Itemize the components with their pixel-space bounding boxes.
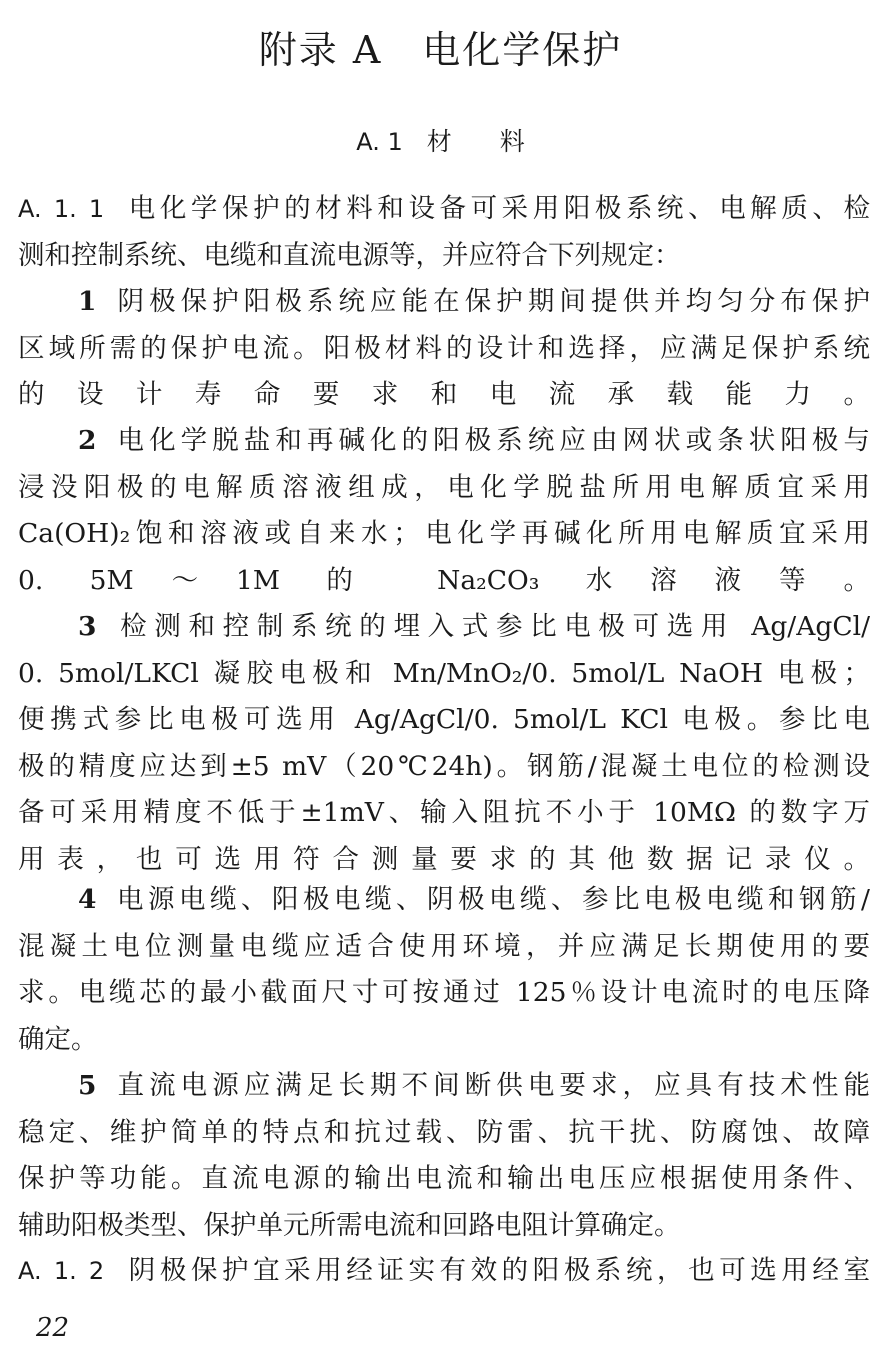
item-number: 1 — [78, 286, 97, 317]
item-line: 备可采用精度不低于±1mV、输入阻抗不小于 10MΩ 的数字万 — [18, 797, 870, 828]
item-line: 混凝土电位测量电缆应适合使用环境，并应满足长期使用的要 — [18, 930, 870, 962]
item-line: 稳定、维护简单的特点和抗过载、防雷、抗干扰、防腐蚀、故障 — [18, 1116, 870, 1148]
item-line: 0. 5mol/LKCl 凝胶电极和 Mn/MnO₂/0. 5mol/L NaOH 电极； — [18, 657, 870, 689]
section-title-right: 料 — [499, 127, 525, 156]
clause-a-1-2 — [18, 1248, 870, 1295]
item-line: 保护等功能。直流电源的输出电流和输出电压应根据使用条件、 — [18, 1163, 870, 1194]
clause-line: A. 1. 2 阴极保护宜采用经证实有效的阳极系统，也可选用经室 — [18, 1255, 870, 1286]
clause-line: A. 1. 1 电化学保护的材料和设备可采用阳极系统、电解质、检 — [18, 193, 870, 224]
item-line: 4 电源电缆、阳极电缆、阴极电缆、参比电极电缆和钢筋/ — [78, 884, 870, 915]
item-line: 极的精度应达到±5 mV（20℃24h)。钢筋/混凝土电位的检测设 — [18, 750, 870, 782]
item-line: 2 电化学脱盐和再碱化的阳极系统应由网状或条状阳极与 — [78, 425, 870, 456]
item-3 — [18, 604, 870, 883]
item-number: 3 — [78, 611, 97, 642]
clause-line: 测和控制系统、电缆和直流电源等，并应符合下列规定： — [18, 239, 681, 271]
appendix-title — [0, 22, 881, 78]
item-line: 用表，也可选用符合测量要求的其他数据记录仪。 — [18, 843, 870, 875]
section-number: A. 1 — [356, 128, 403, 156]
item-line: 确定。 — [18, 1023, 98, 1055]
item-number: 2 — [78, 425, 97, 456]
item-line: 3 检测和控制系统的埋入式参比电极可选用 Ag/AgCl/ — [78, 611, 870, 642]
item-line: 求。电缆芯的最小截面尺寸可按通过 125％设计电流时的电压降 — [18, 977, 870, 1008]
item-line: 便携式参比电极可选用 Ag/AgCl/0. 5mol/L KCl 电极。参比电 — [18, 704, 870, 735]
item-line: Ca(OH)₂饱和溶液或自来水；电化学再碱化所用电解质宜采用 — [18, 518, 870, 549]
clause-number: A. 1. 2 — [18, 1257, 105, 1285]
clause-number: A. 1. 1 — [18, 195, 105, 223]
item-2 — [18, 418, 870, 604]
item-number: 4 — [78, 884, 97, 915]
item-line: 区域所需的保护电流。阳极材料的设计和选择，应满足保护系统 — [18, 332, 870, 364]
item-5 — [18, 1063, 870, 1249]
item-line: 1 阴极保护阳极系统应能在保护期间提供并均匀分布保护 — [78, 286, 870, 317]
section-title-left: 材 — [426, 127, 452, 156]
page-number: 22 — [36, 1313, 70, 1343]
clause-a-1-1 — [18, 186, 870, 279]
item-number: 5 — [78, 1070, 97, 1101]
section-heading — [0, 122, 881, 162]
item-line: 辅助阳极类型、保护单元所需电流和回路电阻计算确定。 — [18, 1209, 681, 1241]
item-1 — [18, 279, 870, 419]
item-4 — [18, 877, 870, 1063]
item-line: 5 直流电源应满足长期不间断供电要求，应具有技术性能 — [78, 1070, 870, 1101]
item-line: 的设计寿命要求和电流承载能力。 — [18, 379, 870, 410]
appendix-title-text: 附录 A 电化学保护 — [258, 28, 623, 72]
item-line: 0. 5M～1M 的 Na₂CO₃ 水溶液等。 — [18, 564, 870, 596]
item-line: 浸没阳极的电解质溶液组成，电化学脱盐所用电解质宜采用 — [18, 471, 870, 503]
